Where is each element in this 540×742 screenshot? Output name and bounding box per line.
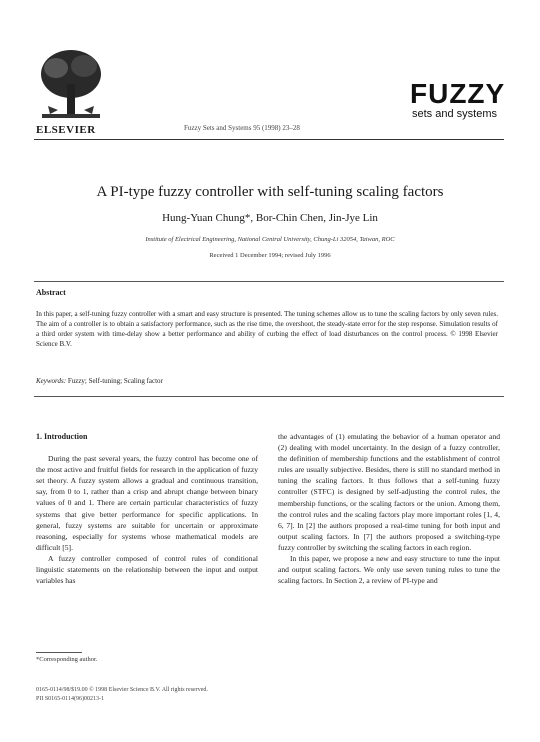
elsevier-tree-logo (36, 44, 106, 134)
paragraph: the advantages of (1) emulating the behavior of a human operator and (2) dealing with model uncertainty. In the design of a fuzzy controller, the definition of membership functions and the establishment of control rules are usually subjective. Besides, there is still no standard method in tuning the scaling factors. It thus follows that a self-tuning fuzzy controller (STFC) is designed by self-adjusting the control rules, the membership functions, or the scaling factors or the union. Among them, the control rules and the scaling factors play more important roles [1, 4, 6, 7]. In [2] the authors proposed a real-time tuning for both input and output scaling factors. In [7] the authors proposed a switching-type fuzzy controller by switching the scaling factors in each region. (278, 432, 500, 552)
received-dates: Received 1 December 1994; revised July 1996 (209, 252, 331, 259)
copyright-block (36, 686, 208, 704)
left-column (36, 431, 258, 586)
paragraph: A fuzzy controller composed of control rules of conditional linguistic statements on the relationship between the input and output variables has (36, 553, 258, 586)
abstract-top-rule (34, 281, 504, 282)
keywords-values: Fuzzy; Self-tuning; Scaling factor (67, 377, 163, 385)
publisher-name: ELSEVIER (36, 124, 96, 136)
paragraph: In this paper, we propose a new and easy structure to tune the input and output scaling factors. We only use seven tuning rules to tune the scaling factors. In Section 2, a review of PI-type and (278, 554, 500, 586)
abstract-heading: Abstract (36, 288, 66, 297)
article-title: A PI-type fuzzy controller with self-tuning scaling factors (96, 184, 444, 200)
header-divider (34, 139, 504, 140)
abstract-bottom-rule (34, 396, 504, 397)
pii-line: PII S0165-0114(96)00213-1 (36, 696, 104, 702)
right-column (278, 431, 500, 586)
copyright-line: 0165-0114/98/$19.00 © 1998 Elsevier Science B.V. All rights reserved. (36, 687, 208, 693)
article-authors: Hung-Yuan Chung*, Bor-Chin Chen, Jin-Jye Lin (162, 212, 378, 224)
paragraph: During the past several years, the fuzzy control has become one of the most active and fruitful fields for research in the application of fuzzy set theory. A fuzzy system allows a gradual and continuous transition, say, from 0 to 1, rather than a crisp and abrupt change between binary values of 0 and 1. There are certain particular characteristics of fuzzy systems that give better performance for specific applications. In general, fuzzy systems are suitable for uncertain or approximate reasoning, especially for systems whose mathematical models are difficult [5]. (36, 454, 258, 552)
keywords-line (36, 377, 163, 385)
abstract-text: In this paper, a self-tuning fuzzy controller with a smart and easy structure is presented. The tuning schemes allow us to tune the scaling factors by only seven rules. The aim of a controller is to obtain a satisfactory performance, such as the rise time, the overshoot, the steady-state error for the step response. Simulation results of a third order system with time-delay show a better performance and ability of curbing the effect of load disturbances on the control process. © 1998 Elsevier Science B.V. (36, 310, 498, 348)
journal-logo-subtitle: sets and systems (412, 108, 497, 120)
tree-logo-icon (36, 44, 106, 124)
footnote-rule (36, 652, 82, 653)
section-heading-introduction: 1. Introduction (36, 432, 88, 441)
corresponding-author-footnote: *Corresponding author. (36, 656, 98, 663)
author-affiliation: Institute of Electrical Engineering, National Central University, Chung-Li 32054, Taiwan, ROC (145, 236, 395, 243)
journal-logo-title: FUZZY (410, 78, 506, 109)
journal-reference: Fuzzy Sets and Systems 95 (1998) 23–28 (184, 124, 300, 132)
keywords-label: Keywords: (36, 377, 67, 385)
